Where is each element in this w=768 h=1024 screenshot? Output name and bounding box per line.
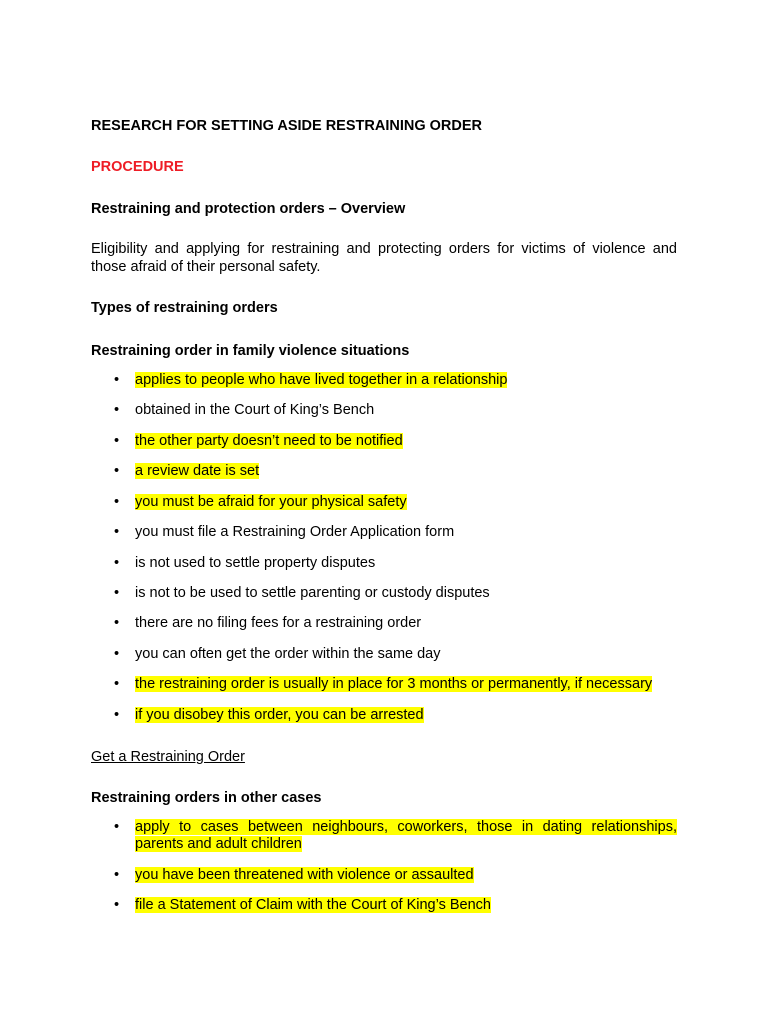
list-item bbox=[91, 524, 677, 541]
list-item bbox=[91, 433, 677, 450]
list-item-text: file a Statement of Claim with the Court of King’s Bench bbox=[135, 897, 491, 913]
list-item-text: you can often get the order within the same day bbox=[135, 646, 441, 662]
procedure-heading: PROCEDURE bbox=[91, 159, 184, 175]
types-heading: Types of restraining orders bbox=[91, 300, 278, 316]
list-item bbox=[91, 646, 677, 663]
overview-heading: Restraining and protection orders – Overview bbox=[91, 201, 406, 217]
list-item bbox=[91, 707, 677, 724]
list-item bbox=[91, 897, 677, 914]
list-item-text: obtained in the Court of King’s Bench bbox=[135, 402, 375, 418]
list-item-text: you must file a Restraining Order Application form bbox=[135, 524, 455, 540]
list-item-text: there are no filing fees for a restraining order bbox=[135, 615, 422, 631]
list-item bbox=[91, 494, 677, 511]
list-item bbox=[91, 819, 677, 853]
list-item bbox=[91, 402, 677, 419]
family-heading: Restraining order in family violence situations bbox=[91, 343, 410, 359]
list-item bbox=[91, 585, 677, 602]
list-item-text: is not to be used to settle parenting or custody disputes bbox=[135, 585, 490, 601]
list-item-text: you have been threatened with violence or assaulted bbox=[135, 867, 474, 883]
list-item bbox=[91, 676, 677, 693]
list-item-text: is not used to settle property disputes bbox=[135, 555, 376, 571]
list-item bbox=[91, 615, 677, 632]
list-item-text: the restraining order is usually in place for 3 months or permanently, if necessary bbox=[135, 676, 653, 692]
get-restraining-order-link[interactable]: Get a Restraining Order bbox=[91, 749, 245, 765]
list-item-text: a review date is set bbox=[135, 463, 260, 479]
list-item bbox=[91, 463, 677, 480]
list-item-text: if you disobey this order, you can be arrested bbox=[135, 707, 424, 723]
list-item bbox=[91, 555, 677, 572]
document-title: RESEARCH FOR SETTING ASIDE RESTRAINING ORDER bbox=[91, 118, 482, 134]
list-item-text: you must be afraid for your physical safety bbox=[135, 494, 407, 510]
intro-paragraph: Eligibility and applying for restraining and protecting orders for victims of violence and those afraid of their personal safety. bbox=[91, 241, 677, 275]
list-item-text: applies to people who have lived together in a relationship bbox=[135, 372, 508, 388]
list-item bbox=[91, 867, 677, 884]
list-item bbox=[91, 372, 677, 389]
list-item-text: apply to cases between neighbours, coworkers, those in dating relationships, parents and adult children bbox=[135, 819, 677, 852]
other-cases-heading: Restraining orders in other cases bbox=[91, 790, 322, 806]
list-item-text: the other party doesn’t need to be notified bbox=[135, 433, 403, 449]
